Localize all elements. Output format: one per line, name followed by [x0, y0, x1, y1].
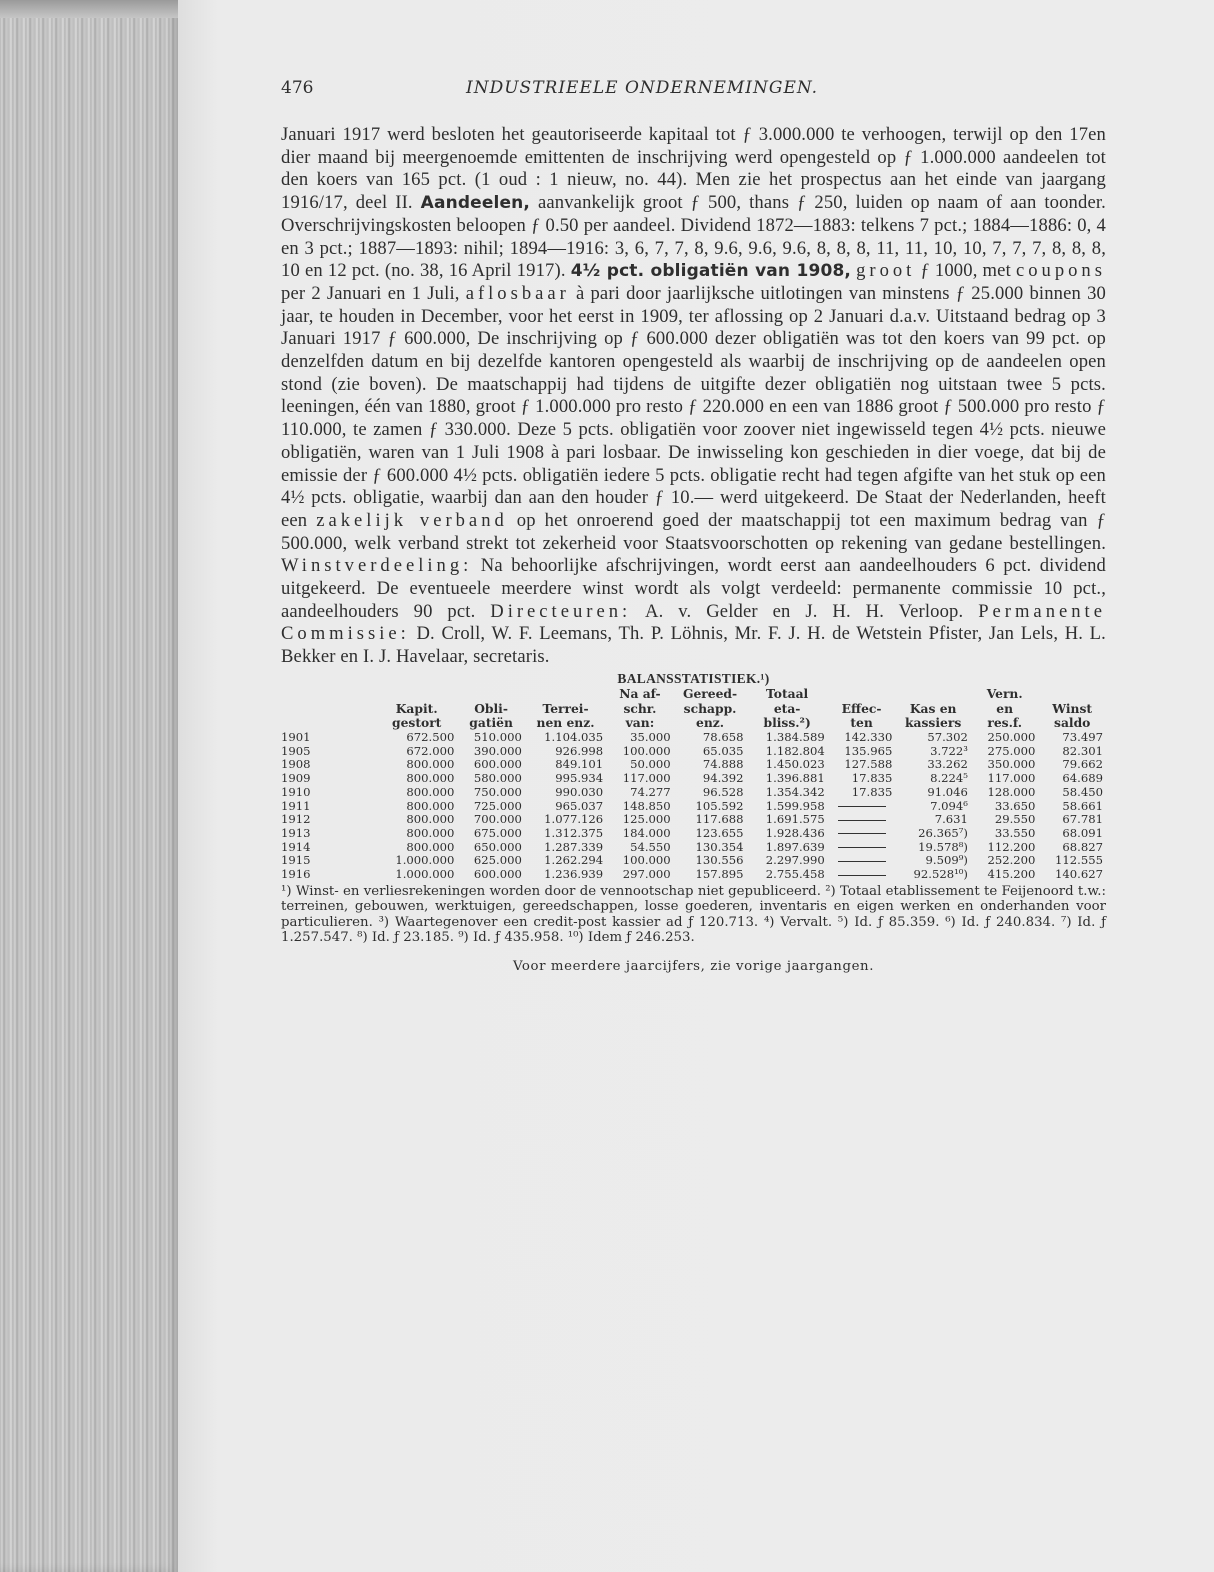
text-segment: ƒ 1000, met: [920, 260, 1011, 282]
text-segment: D. Croll, W. F. Leemans, Th. P. Löhnis, Mr. F. J. H. de Wetstein Pfister, Jan Lels, H. L. Bekker en I. J. Havelaar, secretaris.: [281, 623, 1106, 668]
value-cell: 2.755.458: [765, 867, 825, 882]
value-cell: 1.354.342: [765, 784, 825, 799]
column-header: [281, 687, 376, 731]
column-header: Effec- ten: [841, 700, 882, 731]
table-row: [281, 758, 1106, 772]
value-cell: 800.000: [406, 784, 455, 799]
column-header: Na af- schr. van:: [619, 685, 661, 731]
value-cell: 125.000: [622, 812, 671, 827]
year-cell: 1910: [281, 784, 311, 799]
table-row: [281, 813, 1106, 827]
text-segment: Januari 1917 werd besloten het geautoriseerde kapitaal tot ƒ 3.000.000 te verhoogen, terwijl op den 17en dier maand bij meergenoemde emittenten de inschrijving werd opengesteld op ƒ 1.000.000 aandeelen tot den koers van 165 pct. (1 oud : 1 nieuw, no. 44). Men zie het prospectus aan het einde van jaargang 1916/17, deel II.: [281, 124, 1106, 214]
spaced-term: Directeuren:: [490, 600, 632, 622]
value-cell: 79.662: [1062, 757, 1103, 772]
value-cell: 990.030: [555, 784, 604, 799]
empty-dash: [838, 833, 886, 834]
value-cell: 415.200: [987, 867, 1036, 882]
value-cell: 800.000: [406, 825, 455, 840]
value-cell: 3.722³: [930, 743, 968, 758]
value-cell: 117.000: [622, 771, 671, 786]
table-header: [281, 687, 1106, 731]
value-cell: 94.392: [702, 771, 744, 786]
value-cell: 8.224⁵: [930, 771, 968, 786]
column-header: Gereed- schapp. enz.: [682, 685, 738, 731]
spaced-term: coupons: [1015, 260, 1106, 282]
value-cell: 64.689: [1062, 771, 1103, 786]
text-segment: aanvankelijk groot ƒ 500, thans ƒ 250, luiden op naam of aan toonder. Overschrijvingskosten beloopen ƒ 0.50 per aandeel. Dividend 1872—1883: telkens 7 pct.; 1884—1886: 0, 4 en 3 pct.; 1887—1893: nihil; 1894—1916: 3, 6, 7, 7, 8, 9.6, 9.6, 9.6, 8, 8, 8, 11, 11, 10, 10, 7, 7, 7, 8, 8, 8, 10 en 12 pct. (no. 38, 16 April 1917).: [281, 192, 1106, 282]
year-cell: 1916: [281, 867, 311, 882]
value-cell: 17.835: [851, 771, 893, 786]
value-cell: [828, 827, 896, 841]
value-cell: [828, 854, 896, 868]
value-cell: 1.928.436: [765, 825, 825, 840]
year-cell: 1908: [281, 757, 311, 772]
spaced-term: Permanente Commissie:: [281, 600, 1106, 645]
value-cell: 600.000: [473, 867, 522, 882]
year-cell: 1911: [281, 798, 311, 813]
value-cell: 33.262: [927, 757, 968, 772]
text-segment: per 2 Januari en 1 Juli,: [281, 282, 460, 304]
value-cell: 1.287.339: [544, 839, 604, 854]
value-cell: 1.312.375: [544, 825, 604, 840]
value-cell: 965.037: [555, 798, 604, 813]
column-header: Vern. en res.f.: [986, 685, 1023, 731]
running-head: [281, 78, 1106, 108]
value-cell: 128.000: [987, 784, 1036, 799]
section-title: INDUSTRIEELE ONDERNEMINGEN.: [466, 78, 819, 98]
value-cell: 1.104.035: [544, 729, 604, 744]
spaced-term: Winstverdeeling:: [281, 555, 473, 577]
table-title: BALANSSTATISTIEK.¹): [617, 670, 770, 686]
value-cell: 1.236.939: [544, 867, 604, 882]
value-cell: 1.182.804: [765, 743, 825, 758]
table-row: [281, 841, 1106, 855]
value-cell: 68.827: [1062, 839, 1103, 854]
value-cell: 275.000: [987, 743, 1036, 758]
column-header: Obli- gatiën: [469, 700, 513, 731]
spaced-term: groot: [856, 260, 916, 282]
column-header: Kas en kassiers: [905, 700, 962, 731]
value-cell: 117.688: [695, 812, 744, 827]
value-cell: 995.934: [555, 771, 604, 786]
value-cell: 112.555: [1055, 853, 1103, 868]
table-row: [281, 772, 1106, 786]
table-header-row: [281, 687, 1106, 731]
value-cell: 750.000: [473, 784, 522, 799]
value-cell: 74.277: [630, 784, 671, 799]
value-cell: 91.046: [927, 784, 968, 799]
value-cell: 19.578⁸): [918, 839, 968, 854]
value-cell: 672.000: [406, 743, 455, 758]
balance-statistics-table: [281, 687, 1106, 882]
value-cell: 105.592: [695, 798, 744, 813]
book-top-shadow: [0, 0, 180, 18]
spaced-term: aflosbaar: [465, 282, 570, 304]
value-cell: 1.077.126: [544, 812, 604, 827]
value-cell: 96.528: [702, 784, 744, 799]
value-cell: 148.850: [622, 798, 671, 813]
table-row: [281, 868, 1106, 882]
value-cell: 1.000.000: [395, 853, 455, 868]
table-row: [281, 854, 1106, 868]
value-cell: 100.000: [622, 853, 671, 868]
empty-dash: [838, 820, 886, 821]
value-cell: 82.301: [1062, 743, 1103, 758]
value-cell: 123.655: [695, 825, 744, 840]
value-cell: 58.450: [1062, 784, 1103, 799]
table-row: [281, 827, 1106, 841]
value-cell: 926.998: [555, 743, 604, 758]
aandeelen-heading: Aandeelen,: [420, 193, 531, 214]
value-cell: 67.781: [1062, 812, 1103, 827]
body-paragraph: [281, 124, 1106, 669]
column-header: Winst saldo: [1052, 700, 1093, 731]
value-cell: 800.000: [406, 812, 455, 827]
value-cell: 2.297.990: [765, 853, 825, 868]
value-cell: 73.497: [1062, 729, 1103, 744]
value-cell: 58.661: [1062, 798, 1103, 813]
value-cell: 17.835: [851, 784, 893, 799]
value-cell: 625.000: [473, 853, 522, 868]
value-cell: 130.354: [695, 839, 744, 854]
value-cell: 800.000: [406, 798, 455, 813]
value-cell: 297.000: [622, 867, 671, 882]
year-cell: 1915: [281, 853, 311, 868]
table-row: [281, 800, 1106, 814]
value-cell: [828, 868, 896, 882]
value-cell: 390.000: [473, 743, 522, 758]
value-cell: 252.200: [987, 853, 1036, 868]
value-cell: 7.631: [934, 812, 968, 827]
year-cell: 1905: [281, 743, 311, 758]
value-cell: 100.000: [622, 743, 671, 758]
value-cell: 1.396.881: [765, 771, 825, 786]
value-cell: 725.000: [473, 798, 522, 813]
text-segment: op het onroerend goed der maatschappij tot een maximum bedrag van ƒ 500.000, welk verband strekt tot zekerheid voor Staatsvoorschotten op rekening van gedane bestellingen.: [281, 509, 1106, 554]
value-cell: 26.365⁷): [918, 825, 968, 840]
closing-note: Voor meerdere jaarcijfers, zie vorige jaargangen.: [512, 959, 875, 975]
value-cell: 1.450.023: [765, 757, 825, 772]
value-cell: 800.000: [406, 839, 455, 854]
column-header: Kapit. gestort: [391, 700, 442, 731]
empty-dash: [838, 806, 886, 807]
value-cell: 600.000: [473, 757, 522, 772]
value-cell: 50.000: [630, 757, 671, 772]
page-number: 476: [281, 78, 314, 98]
value-cell: 35.000: [630, 729, 671, 744]
value-cell: [828, 841, 896, 855]
value-cell: 1.897.639: [765, 839, 825, 854]
year-cell: 1909: [281, 771, 311, 786]
value-cell: 580.000: [473, 771, 522, 786]
empty-dash: [838, 875, 886, 876]
value-cell: 1.000.000: [395, 867, 455, 882]
table-row: [281, 786, 1106, 800]
value-cell: 140.627: [1055, 867, 1103, 882]
value-cell: 350.000: [987, 757, 1036, 772]
value-cell: 92.528¹⁰): [913, 867, 968, 882]
value-cell: 250.000: [987, 729, 1036, 744]
value-cell: 112.200: [987, 839, 1036, 854]
empty-dash: [838, 847, 886, 848]
empty-dash: [838, 861, 886, 862]
value-cell: 74.888: [702, 757, 744, 772]
value-cell: 9.509⁹): [925, 853, 968, 868]
value-cell: 68.091: [1062, 825, 1103, 840]
value-cell: 29.550: [994, 812, 1036, 827]
value-cell: 672.500: [406, 729, 455, 744]
value-cell: 127.588: [844, 757, 893, 772]
value-cell: 54.550: [630, 839, 671, 854]
value-cell: 33.550: [994, 825, 1036, 840]
year-cell: 1914: [281, 839, 311, 854]
value-cell: 1.599.958: [765, 798, 825, 813]
year-cell: 1912: [281, 812, 311, 827]
text-segment: Na behoorlijke afschrijvingen, wordt eerst aan aandeelhouders 6 pct. dividend uitgekeerd. De eventueele meerdere winst wordt als volgt verdeeld: permanente commissie 10 pct., aandeelhouders 90 pct.: [281, 555, 1106, 622]
value-cell: 142.330: [844, 729, 893, 744]
table-body: [281, 731, 1106, 882]
value-cell: 700.000: [473, 812, 522, 827]
table-row: [281, 731, 1106, 745]
value-cell: 65.035: [702, 743, 744, 758]
value-cell: [828, 813, 896, 827]
value-cell: 800.000: [406, 757, 455, 772]
value-cell: 510.000: [473, 729, 522, 744]
year-cell: 1913: [281, 825, 311, 840]
year-cell: 1901: [281, 729, 311, 744]
obligatien-heading: 4½ pct. obligatiën van 1908,: [570, 261, 852, 282]
value-cell: 1.384.589: [765, 729, 825, 744]
book-page-edges: [0, 0, 180, 1572]
spaced-term: zakelijk verband: [316, 509, 508, 531]
value-cell: 800.000: [406, 771, 455, 786]
value-cell: 1.691.575: [765, 812, 825, 827]
text-segment: A. v. Gelder en J. H. H. Verloop.: [645, 600, 964, 622]
value-cell: 135.965: [844, 743, 893, 758]
value-cell: 184.000: [622, 825, 671, 840]
value-cell: [828, 800, 896, 814]
value-cell: 849.101: [555, 757, 604, 772]
value-cell: 7.094⁶: [930, 798, 968, 813]
value-cell: 78.658: [702, 729, 744, 744]
value-cell: 157.895: [695, 867, 744, 882]
value-cell: 117.000: [987, 771, 1036, 786]
value-cell: 675.000: [473, 825, 522, 840]
table-row: [281, 745, 1106, 759]
column-header: Totaal eta- bliss.²): [763, 685, 811, 731]
value-cell: 33.650: [994, 798, 1036, 813]
column-header: Terrei- nen enz.: [536, 700, 595, 731]
value-cell: 1.262.294: [544, 853, 604, 868]
text-segment: à pari door jaarlijksche uitlotingen van minstens ƒ 25.000 binnen 30 jaar, te houden in December, voor het eerst in 1909, ter aflossing op 2 Januari d.a.v. Uitstaand bedrag op 3 Januari 1917 ƒ 600.000, De inschrijving op ƒ 600.000 dezer obligatiën was tot den koers van 99 pct. op denzelfden datum en bij dezelfde kantoren opengesteld als waarbij de inschrijving op de aandeelen open stond (zie boven). De maatschappij had tijdens de uitgifte dezer obligatiën nog uitstaan twee 5 pcts. leeningen, één van 1880, groot ƒ 1.000.000 pro resto ƒ 220.000 en een van 1886 groot ƒ 500.000 pro resto ƒ 110.000, te zamen ƒ 330.000. Deze 5 pcts. obligatiën voor zoover niet ingewisseld tegen 4½ pcts. nieuwe obligatiën, waren van 1 Juli 1908 à pari losbaar. De inwisseling kon geschieden in dier voege, dat bij de emissie der ƒ 600.000 4½ pcts. obligatiën iedere 5 pcts. obligatie recht had tegen afgifte van het stuk op een 4½ pcts. obligatie, waarbij dan aan den houder ƒ 10.— werd uitgekeerd. De Staat der Nederlanden, heeft een: [281, 282, 1106, 531]
value-cell: 650.000: [473, 839, 522, 854]
value-cell: 130.556: [695, 853, 744, 868]
footnotes: ¹) Winst- en verliesrekeningen worden door de vennootschap niet gepubliceerd. ²) Totaal etablissement te Feijenoord t.w.: terreinen, gebouwen, werktuigen, gereedschappen, losse goederen, inventaris en eigen werken en onderhanden voor particulieren. ³) Waartegenover een credit-post kassier ad ƒ 120.713. ⁴) Vervalt. ⁵) Id. ƒ 85.359. ⁶) Id. ƒ 240.834. ⁷) Id. ƒ 1.257.547. ⁸) Id. ƒ 23.185. ⁹) Id. ƒ 435.958. ¹⁰) Idem ƒ 246.253.: [281, 883, 1106, 945]
value-cell: 57.302: [927, 729, 968, 744]
page-content: [281, 78, 1106, 974]
